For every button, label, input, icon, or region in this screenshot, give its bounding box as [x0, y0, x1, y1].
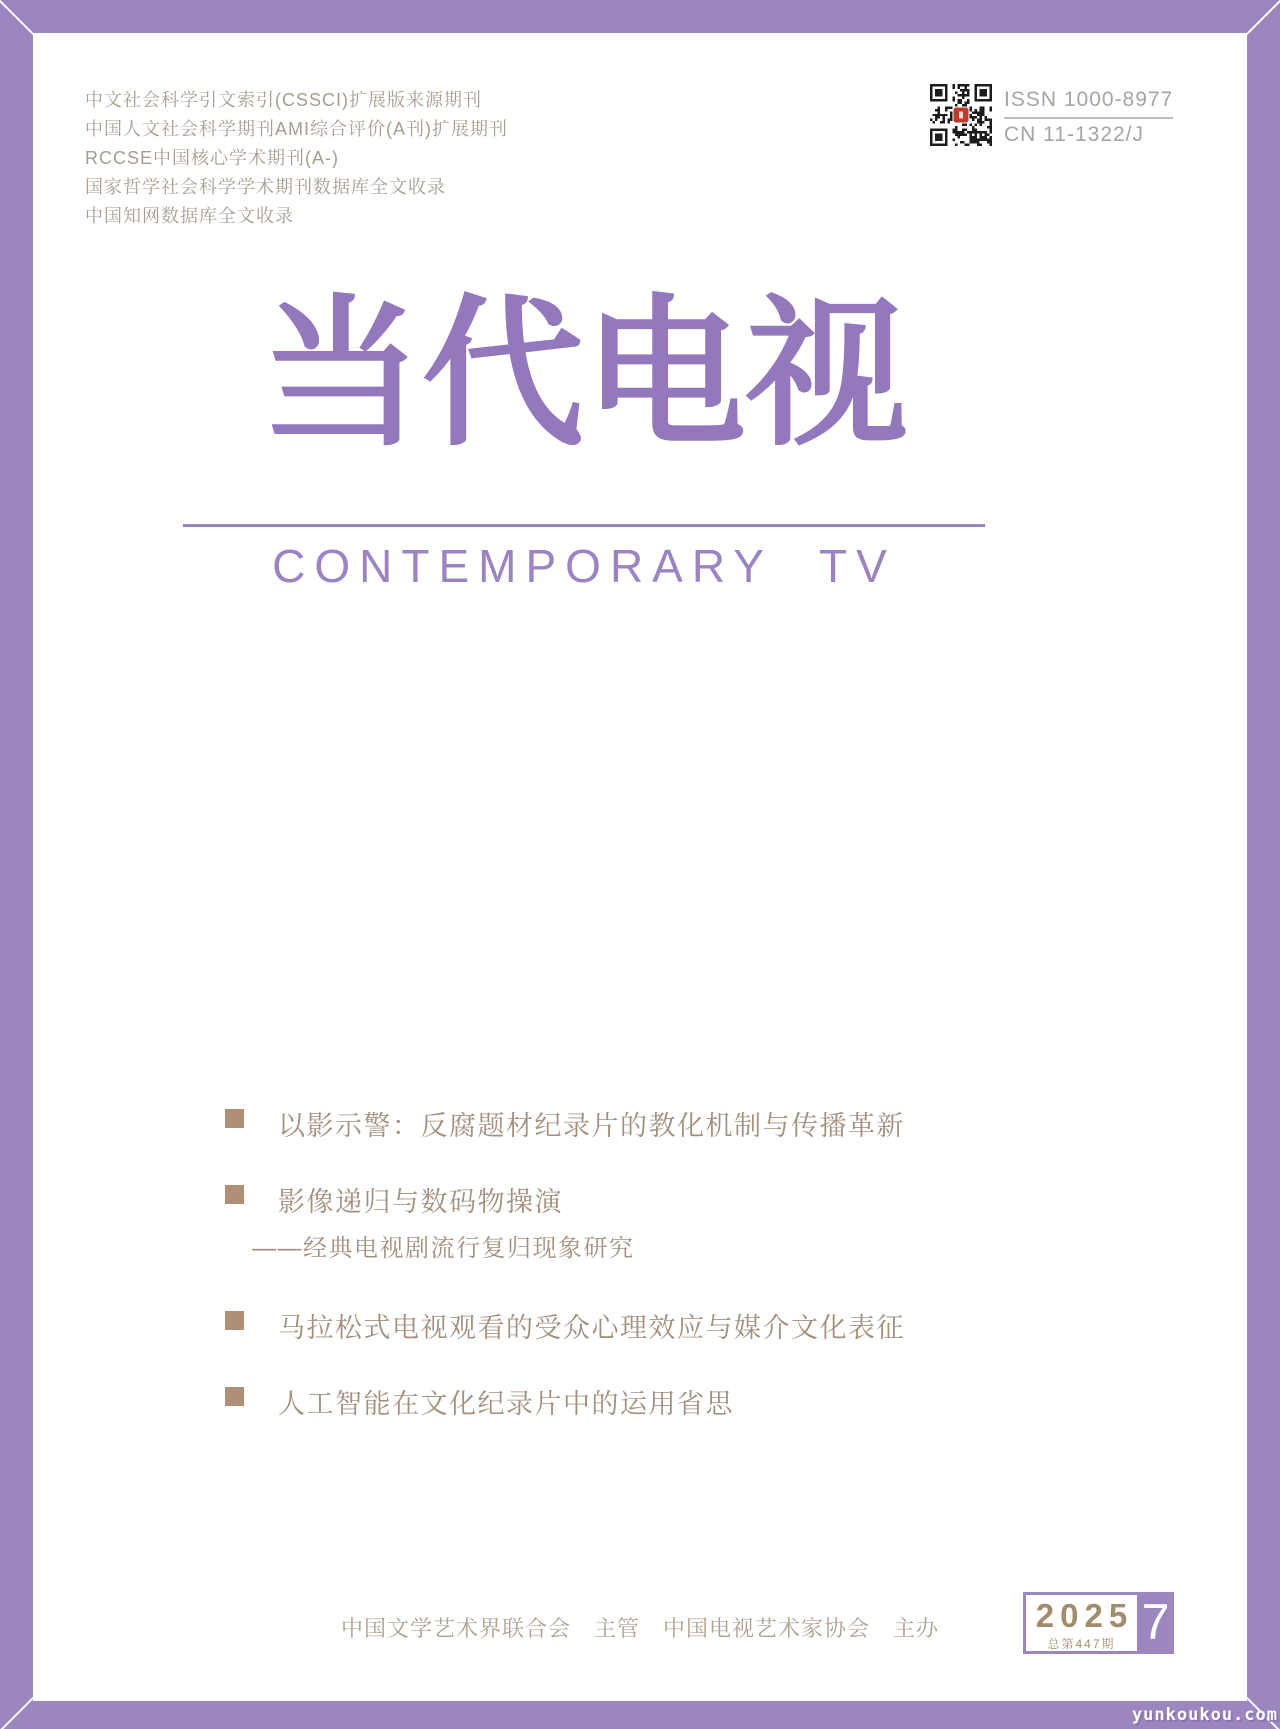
year-box	[1023, 1592, 1137, 1654]
cumulative-issue: 总第447期	[1047, 1637, 1116, 1651]
credential-line: 中国知网数据库全文收录	[85, 206, 294, 226]
list-item	[225, 1306, 905, 1345]
indexing-credentials	[85, 86, 508, 231]
frame-mitre-top-left	[0, 0, 34, 35]
bullet-square-icon	[225, 1311, 244, 1330]
bullet-square-icon	[225, 1387, 244, 1406]
masthead-divider-rule	[183, 524, 985, 527]
article-title: 马拉松式电视观看的受众心理效应与媒介文化表征	[278, 1313, 905, 1343]
qr-code-svg	[930, 84, 992, 146]
issue-box	[1023, 1592, 1174, 1654]
credential-line: 国家哲学社会科学学术期刊数据库全文收录	[85, 177, 446, 197]
credential-line: 中文社会科学引文索引(CSSCI)扩展版来源期刊	[85, 90, 482, 110]
article-title: 以影示警：反腐题材纪录片的教化机制与传播革新	[278, 1111, 905, 1141]
credential-line: RCCSE中国核心学术期刊(A-)	[85, 148, 339, 168]
frame-mitre-top-right	[1246, 0, 1280, 35]
publisher-line: 中国文学艺术界联合会 主管 中国电视艺术家协会 主办	[340, 1616, 939, 1641]
article-subtitle: ——经典电视剧流行复归现象研究	[252, 1235, 635, 1262]
issue-number-badge: 7	[1137, 1592, 1174, 1654]
bullet-square-icon	[225, 1185, 244, 1204]
list-item	[225, 1180, 563, 1219]
article-title: 影像递归与数码物操演	[278, 1187, 563, 1217]
list-item	[225, 1104, 905, 1143]
cn-number: CN 11-1322/J	[1004, 123, 1145, 146]
qr-code-icon	[930, 84, 992, 146]
issue-year: 2025	[1035, 1597, 1134, 1634]
article-title: 人工智能在文化纪录片中的运用省思	[278, 1389, 734, 1419]
issn-block	[1004, 88, 1173, 147]
magazine-title-english: CONTEMPORARY TV	[272, 540, 896, 592]
credential-line: 中国人文社会科学期刊AMI综合评价(A刊)扩展期刊	[85, 119, 508, 139]
issn-number: ISSN 1000-8977	[1004, 88, 1173, 119]
magazine-title-chinese: 当代电视	[260, 279, 908, 469]
watermark: yunkoukou.com	[1131, 1705, 1278, 1725]
list-item	[225, 1382, 734, 1421]
frame-mitre-bottom-left	[0, 1697, 34, 1729]
bullet-square-icon	[225, 1109, 244, 1128]
